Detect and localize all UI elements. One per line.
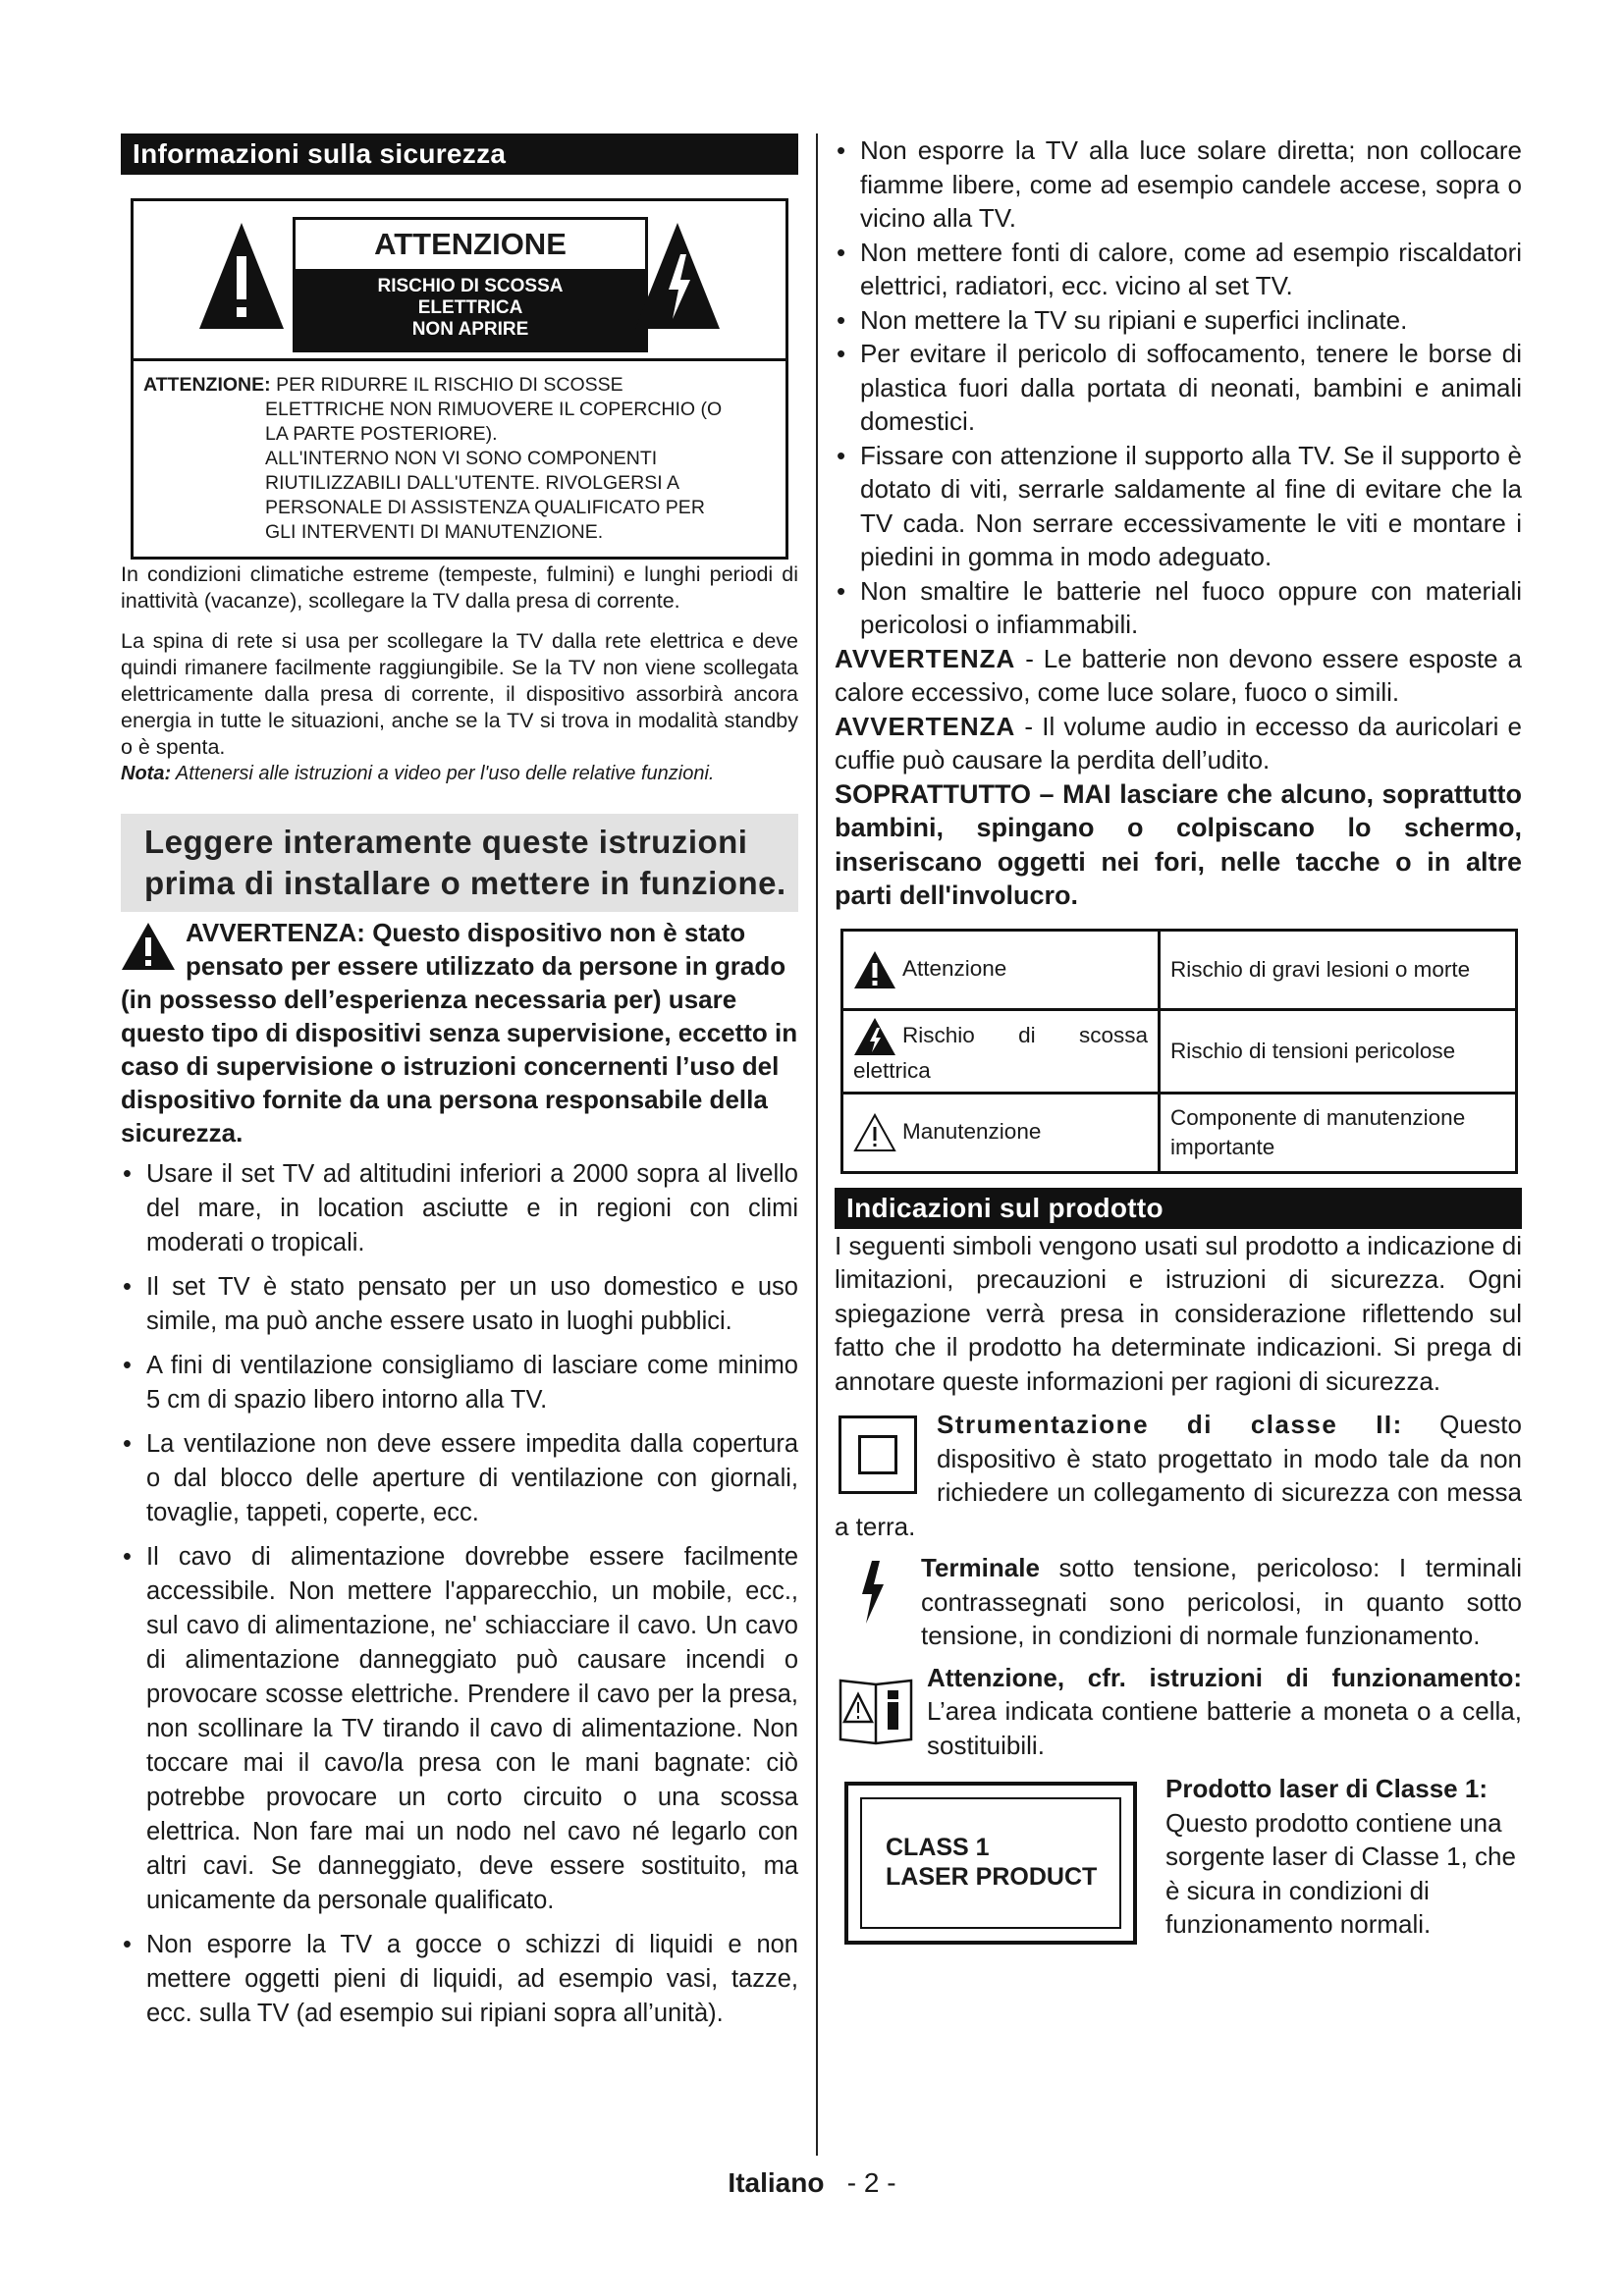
double-square-icon (839, 1415, 917, 1494)
shock-warning-box (131, 198, 788, 560)
table-cell-symbol (842, 1009, 1160, 1093)
list-item: • A fini di ventilazione consigliamo di lasciare come minimo 5 cm di spazio libero intorno alla TV. (121, 1349, 798, 1417)
column-divider (816, 133, 818, 2156)
warning-triangle-icon (853, 950, 896, 989)
table-cell-label: Attenzione (902, 955, 1007, 981)
warning-first-line (143, 373, 785, 398)
exclamation-triangle-icon (197, 221, 286, 331)
avvertenza-label: AVVERTENZA (835, 711, 1016, 741)
soprattutto-warning: SOPRATTUTTO – MAI lasciare che alcuno, soprattutto bambini, spingano o colpiscano lo schermo, inseriscano oggetti nei fori, nelle tacche o in altre parti dell'involucro. (835, 778, 1522, 910)
list-item: • Non esporre la TV alla luce solare diretta; non collocare fiamme libere, come ad esempio candele accese, sopra o vicino alla TV. (835, 133, 1522, 236)
laser-label-text (860, 1797, 1121, 1929)
warning-line: PER RIDURRE IL RISCHIO DI SCOSSE (276, 374, 623, 396)
footer-language: Italiano (728, 2167, 825, 2198)
section-title-safety: Informazioni sulla sicurezza (121, 133, 798, 175)
avvertenza-label: AVVERTENZA (835, 643, 1016, 673)
list-item: • Non smaltire le batterie nel fuoco oppure con materiali pericolosi o infiammabili. (835, 574, 1522, 642)
list-item: • Usare il set TV ad altitudini inferiori a 2000 sopra al livello del mare, in location asciutte e in regioni con climi moderati o tropicali. (121, 1157, 798, 1260)
attention-symbol-row (835, 1661, 1522, 1763)
warning-line: ELETTRICHE NON RIMUOVERE IL COPERCHIO (O (265, 399, 723, 420)
avvertenza-text: - Le batterie non devono essere esposte a calore eccessivo, come luce solare, fuoco o simili. (835, 643, 1522, 707)
table-cell-meaning: Rischio di tensioni pericolose (1160, 1009, 1517, 1093)
footer-page-number: - 2 - (846, 2167, 896, 2198)
section-title-product: Indicazioni sul prodotto (835, 1188, 1522, 1229)
note-text: Attenersi alle istruzioni a video per l'uso delle relative funzioni. (171, 763, 715, 784)
left-bullet-list (121, 1157, 798, 2031)
warning-triangle-icon (121, 922, 176, 971)
list-item: • Il cavo di alimentazione dovrebbe essere facilmente accessibile. Non mettere l'apparecchio, un mobile, ecc., sul cavo di alimentazione, ne' schiacciare il cavo. Un cavo di alimentazione danneggiato può causare incendi o provocare scosse elettriche. Prendere il cavo per la presa, non scollinare la TV tirando il cavo di alimentazione. Non toccare mai il cavo/la presa con le mani bagnate: ciò potrebbe provocare un corto circuito o una scossa elettrica. Non fare mai un nodo nel cavo né legarlo con altri cavi. Se danneggiato, deve essere sostituito, ma unicamente da personale qualificato. (121, 1540, 798, 1918)
laser-description (1165, 1772, 1524, 1942)
list-item: • Fissare con attenzione il supporto alla TV. Se il supporto è dotato di viti, serrarle saldamente al fine di evitare che la TV cada. Non serrare eccessivamente le viti e montare i piedini in gomma in modo adeguato. (835, 439, 1522, 574)
product-intro-paragraph: I seguenti simboli vengono usati sul prodotto a indicazione di limitazioni, precauzioni e istruzioni di sicurezza. Ogni spiegazione verrà presa in considerazione riflettendo sul fatto che il prodotto ha determinate indicazioni. Si prega di annotare queste informazioni per ragioni di sicurezza. (835, 1230, 1522, 1396)
table-row (842, 1009, 1517, 1093)
note-label: Nota: (121, 763, 172, 784)
laser-symbol-row (835, 1772, 1522, 1949)
terminal-text: sotto tensione, pericoloso: I terminali contrassegnati sono pericolosi, in quanto sotto tensione, in condizioni di normale funzionamento. (921, 1553, 1522, 1650)
table-cell-meaning: Rischio di gravi lesioni o morte (1160, 930, 1517, 1009)
risk-line: NON APRIRE (411, 319, 529, 340)
warning-box-text (134, 361, 785, 545)
note-paragraph (121, 761, 798, 786)
table-cell-symbol (842, 1093, 1160, 1172)
left-column (121, 133, 798, 2041)
table-row (842, 930, 1517, 1009)
warning-line: LA PARTE POSTERIORE). (265, 423, 498, 445)
table-cell-symbol (842, 930, 1160, 1009)
page-footer (0, 2167, 1624, 2199)
volume-warning (835, 710, 1522, 777)
device-warning-paragraph (121, 916, 798, 1149)
weather-paragraph: In condizioni climatiche estreme (tempeste, fulmini) e lunghi periodi di inattività (vacanze), scollegare la TV dalla presa di corrente. (121, 562, 798, 613)
class2-symbol-row (835, 1408, 1522, 1543)
lightning-triangle-icon (853, 1017, 896, 1056)
terminal-label: Terminale (921, 1553, 1040, 1582)
attention-title: ATTENZIONE (374, 227, 567, 261)
attention-text: L’area indicata contiene batterie a moneta o a cella, sostituibili. (927, 1696, 1522, 1760)
lightning-triangle-icon (633, 221, 722, 331)
warning-line: RIUTILIZZABILI DALL'UTENTE. RIVOLGERSI A (265, 472, 679, 494)
list-item: • Non esporre la TV a gocce o schizzi di liquidi e non mettere oggetti pieni di liquidi, ad esempio vasi, tazze, ecc. sulla TV (ad esempio sui ripiani sopra all’unità). (121, 1928, 798, 2031)
battery-heat-warning (835, 642, 1522, 710)
class2-label: Strumentazione di classe II: (937, 1410, 1403, 1439)
maintenance-triangle-icon (853, 1113, 896, 1152)
read-instructions-box: Leggere interamente queste istruzioni prima di installare o mettere in funzione. (121, 814, 798, 912)
laser-line: LASER PRODUCT (886, 1863, 1098, 1891)
symbols-table (840, 929, 1518, 1174)
laser-text: Questo prodotto contiene una sorgente laser di Classe 1, che è sicura in condizioni di funzionamento normali. (1165, 1807, 1516, 1939)
table-cell-label: Manutenzione (902, 1118, 1042, 1144)
terminal-symbol-row (835, 1551, 1522, 1653)
mains-plug-paragraph: La spina di rete si usa per scollegare la TV dalla rete elettrica e deve quindi rimanere facilmente raggiungibile. Se la TV non viene scollegata elettricamente dalla presa di corrente, il dispositivo assorbirà ancora energia in tutte le situazioni, anche se la TV si trova in modalità standby o è spenta. (121, 629, 798, 759)
attention-label: Attenzione, cfr. istruzioni di funzionamento: (927, 1662, 1522, 1692)
list-item: • Non mettere la TV su ripiani e superfici inclinate. (835, 303, 1522, 338)
laser-line: CLASS 1 (886, 1834, 990, 1861)
lightning-bolt-icon (858, 1559, 888, 1626)
list-item: • La ventilazione non deve essere impedita dalla copertura o dal blocco delle aperture di ventilazione con giornali, tovaglie, tappeti, coperte, ecc. (121, 1427, 798, 1530)
table-cell-label: Rischio di scossa elettrica (853, 1022, 1148, 1083)
risk-line: RISCHIO DI SCOSSA (377, 276, 564, 296)
attention-manual-icon (837, 1671, 915, 1745)
list-item: • Non mettere fonti di calore, come ad esempio riscaldatori elettrici, radiatori, ecc. vicino al set TV. (835, 236, 1522, 303)
attention-label-box (293, 217, 648, 352)
list-item: • Per evitare il pericolo di soffocamento, tenere le borse di plastica fuori dalla portata di neonati, bambini e animali domestici. (835, 337, 1522, 439)
class2-text: Questo dispositivo è stato progettato in modo tale da non richiedere un collegamento di sicurezza con messa a terra. (835, 1410, 1522, 1541)
class1-laser-label (844, 1782, 1137, 1945)
right-column (835, 133, 1522, 1949)
right-bullet-list (835, 133, 1522, 642)
risk-line: ELETTRICA (417, 297, 523, 318)
avvertenza-text: - Il volume audio in eccesso da auricolari e cuffie può causare la perdita dell’udito. (835, 711, 1522, 774)
warning-label: ATTENZIONE: (143, 374, 271, 396)
table-cell-meaning: Componente di manutenzione importante (1160, 1093, 1517, 1172)
risk-text-block (296, 269, 645, 349)
warning-box-header (134, 201, 785, 361)
laser-title: Prodotto laser di Classe 1: (1165, 1774, 1488, 1803)
warning-line: PERSONALE DI ASSISTENZA QUALIFICATO PER (265, 497, 705, 518)
warning-line: GLI INTERVENTI DI MANUTENZIONE. (265, 521, 604, 543)
list-item: • Il set TV è stato pensato per un uso domestico e uso simile, ma può anche essere usato in luoghi pubblici. (121, 1270, 798, 1339)
table-row (842, 1093, 1517, 1172)
warning-line: ALL'INTERNO NON VI SONO COMPONENTI (265, 448, 658, 469)
device-warning-text: AVVERTENZA: Questo dispositivo non è stato pensato per essere utilizzato da persone in grado (in possesso dell’esperienza necessaria per) usare questo tipo di dispositivi senza supervisione, eccetto in caso di supervisione o istruzioni concernenti l’uso del dispositivo fornite da una persona responsabile della sicurezza. (121, 918, 798, 1148)
